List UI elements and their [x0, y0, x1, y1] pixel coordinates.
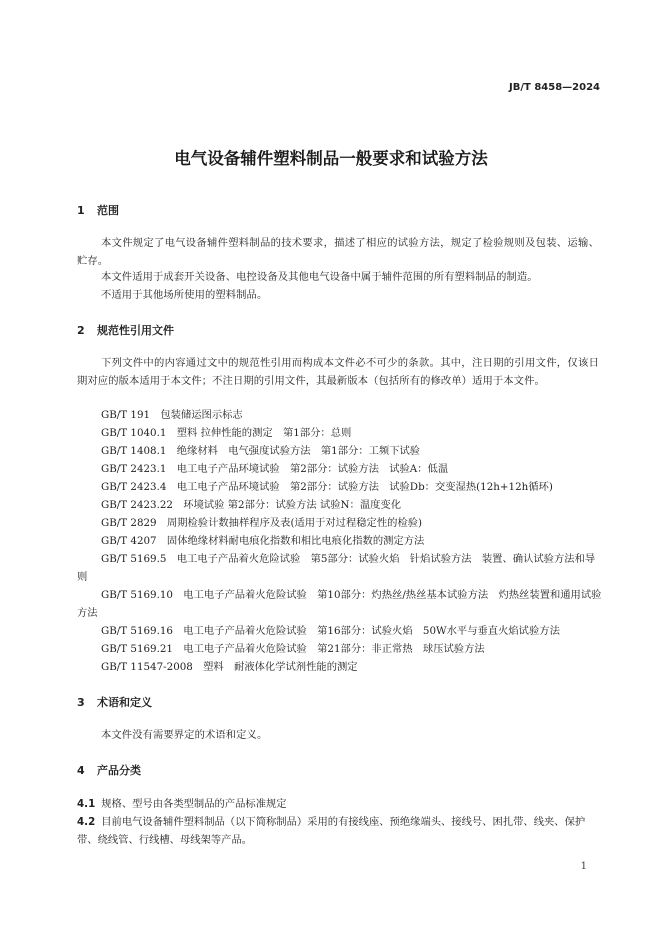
- scope-paragraph-2: 本文件适用于成套开关设备、电控设备及其他电气设备中属于辅件范围的所有塑料制品的制造。: [101, 271, 538, 283]
- document-title: 电气设备辅件塑料制品一般要求和试验方法: [174, 149, 488, 168]
- reference-item: GB/T 11547-2008 塑料 耐液体化学试剂性能的测定: [101, 661, 358, 673]
- section-4-heading: [77, 762, 141, 778]
- page-number: 1: [580, 861, 587, 872]
- reference-item: GB/T 5169.21 电工电子产品着火危险试验 第21部分：非正常热 球压试验方法: [101, 643, 485, 655]
- reference-item: GB/T 5169.10 电工电子产品着火危险试验 第10部分：灼热丝/热丝基本试验方法 灼热丝装置和通用试验方法: [77, 589, 602, 619]
- section-2-heading: [77, 322, 174, 338]
- clause-4-1: [77, 795, 602, 813]
- clause-text: 目前电气设备辅件塑料制品（以下简称制品）采用的有接线座、预绝缘端头、接线号、困扎带、线夹、保护带、绕线管、行线槽、母线架等产品。: [77, 816, 586, 846]
- standard-code: JB/T 8458—2024: [509, 82, 600, 93]
- reference-item: GB/T 5169.5 电工电子产品着火危险试验 第5部分：试验火焰 针焰试验方法 装置、确认试验方法和导则: [77, 553, 596, 583]
- clause-4-2: [77, 813, 602, 849]
- reference-item: GB/T 2829 周期检验计数抽样程序及表(适用于对过程稳定性的检验): [101, 517, 423, 529]
- references-intro: 下列文件中的内容通过文中的规范性引用而构成本文件必不可少的条款。其中，注日期的引用文件，仅该日期对应的版本适用于本文件；不注日期的引用文件，其最新版本（包括所有的修改单）适用于本文件。: [77, 357, 599, 387]
- reference-item: GB/T 2423.1 电工电子产品环境试验 第2部分：试验方法 试验A：低温: [101, 463, 449, 475]
- reference-item: GB/T 4207 固体绝缘材料耐电痕化指数和相比电痕化指数的测定方法: [101, 535, 425, 547]
- section-number: 3: [77, 696, 85, 709]
- section-title: 术语和定义: [97, 696, 152, 709]
- section-title: 规范性引用文件: [97, 324, 174, 337]
- reference-item: GB/T 5169.16 电工电子产品着火危险试验 第16部分：试验火焰 50W水平与垂直火焰试验方法: [101, 625, 560, 637]
- reference-item: GB/T 191 包装储运图示标志: [101, 409, 243, 421]
- section-title: 产品分类: [97, 764, 141, 777]
- terms-paragraph: 本文件没有需要界定的术语和定义。: [101, 729, 268, 741]
- section-number: 4: [77, 764, 85, 777]
- section-number: 2: [77, 324, 85, 337]
- reference-item: GB/T 2423.22 环境试验 第2部分：试验方法 试验N：温度变化: [101, 499, 402, 511]
- clause-text: 规格、型号由各类型制品的产品标准规定: [101, 798, 287, 810]
- clause-number: 4.2: [77, 816, 96, 828]
- section-number: 1: [77, 204, 85, 217]
- scope-paragraph-1: 本文件规定了电气设备辅件塑料制品的技术要求，描述了相应的试验方法，规定了检验规则及包装、运输、贮存。: [77, 237, 599, 267]
- scope-paragraph-3: 不适用于其他场所使用的塑料制品。: [101, 289, 268, 301]
- clause-number: 4.1: [77, 798, 96, 810]
- section-title: 范围: [97, 204, 119, 217]
- reference-item: GB/T 1408.1 绝缘材料 电气强度试验方法 第1部分：工频下试验: [101, 445, 421, 457]
- reference-item: GB/T 1040.1 塑料 拉伸性能的测定 第1部分：总则: [101, 427, 352, 439]
- section-3-heading: [77, 694, 152, 710]
- section-1-heading: [77, 202, 119, 218]
- reference-item: GB/T 2423.4 电工电子产品环境试验 第2部分：试验方法 试验Db：交变湿热(12h+12h循环): [101, 481, 553, 493]
